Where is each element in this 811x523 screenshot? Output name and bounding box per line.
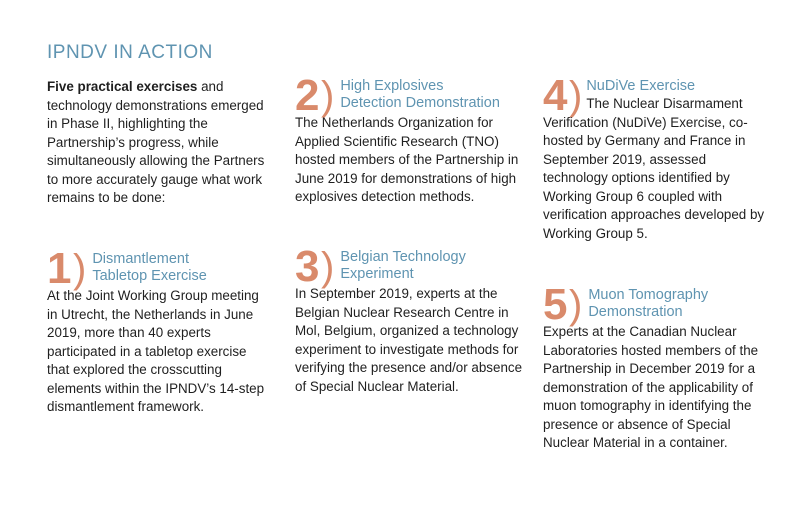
exercise-1-header (47, 244, 272, 293)
exercise-4-number-block (543, 71, 584, 120)
exercise-number: 5 (543, 280, 568, 329)
exercise-3 (295, 242, 523, 396)
exercise-title: NuDiVe Exercise (586, 78, 696, 94)
exercise-title (588, 287, 708, 321)
exercise-2-header (295, 71, 523, 120)
exercise-body: At the Joint Working Group meeting in Utrecht, the Netherlands in June 2019, more than 40 experts participated in a tabletop exercise that explored the crosscutting elements within the IPNDV’s 14-step dismantlement framework. (47, 288, 265, 414)
exercise-title-line2: Detection Demonstration (340, 95, 500, 111)
exercise-2 (295, 71, 523, 207)
exercise-1 (47, 244, 272, 417)
exercise-number: 3 (295, 242, 320, 291)
exercise-title (92, 251, 206, 285)
exercise-title-line2: Experiment (340, 266, 414, 282)
exercise-title-line2: Demonstration (588, 304, 683, 320)
exercise-number: 4 (543, 71, 568, 120)
exercise-body: Experts at the Canadian Nuclear Laboratories hosted members of the Partnership in December 2019 for a demonstration of the applicability of muon tomography in identifying the presence or absence of Special Nuclear Material in a container. (543, 324, 759, 450)
number-paren-glyph: ) (321, 74, 335, 118)
exercise-body: The Nuclear Disarmament Verification (NuDiVe) Exercise, co-hosted by Germany and France in September 2019, assessed technology options identified by Working Group 6 coupled with verification approaches developed by Working Group 5. (543, 96, 765, 241)
exercise-number: 2 (295, 71, 320, 120)
number-paren-glyph: ) (73, 247, 87, 291)
exercise-body: In September 2019, experts at the Belgian Nuclear Research Centre in Mol, Belgium, organized a technology experiment to investigate methods for verifying the presence and/or absence of Special Nuclear Material. (295, 286, 523, 394)
exercise-3-header (295, 242, 523, 291)
number-paren-glyph: ) (569, 283, 583, 327)
exercise-title-line1: Belgian Technology (340, 249, 466, 265)
number-paren-glyph: ) (321, 245, 335, 289)
intro-text: and technology demonstrations emerged in Phase II, highlighting the Partnership’s progress, while simultaneously allowing the Partners to more accurately gauge what work remains to be done: (47, 79, 265, 205)
exercise-body: The Netherlands Organization for Applied Scientific Research (TNO) hosted members of the Partnership in June 2019 for demonstrations of high explosives detection methods. (295, 115, 519, 204)
exercise-title-line1: Muon Tomography (588, 287, 709, 303)
exercise-title (340, 249, 466, 283)
exercise-title-line1: High Explosives (340, 78, 444, 94)
page-title: IPNDV IN ACTION (47, 42, 213, 63)
exercise-4 (543, 71, 768, 243)
exercise-5 (543, 280, 768, 453)
exercise-4-block (543, 71, 768, 243)
exercise-5-header (543, 280, 768, 329)
exercise-title-line2: Tabletop Exercise (92, 268, 207, 284)
intro-paragraph (47, 78, 272, 208)
intro-bold-text: Five practical exercises (47, 79, 198, 94)
exercise-title (340, 78, 500, 112)
exercise-title-line1: Dismantlement (92, 251, 190, 267)
number-paren-glyph: ) (569, 74, 583, 118)
exercise-number: 1 (47, 244, 72, 293)
